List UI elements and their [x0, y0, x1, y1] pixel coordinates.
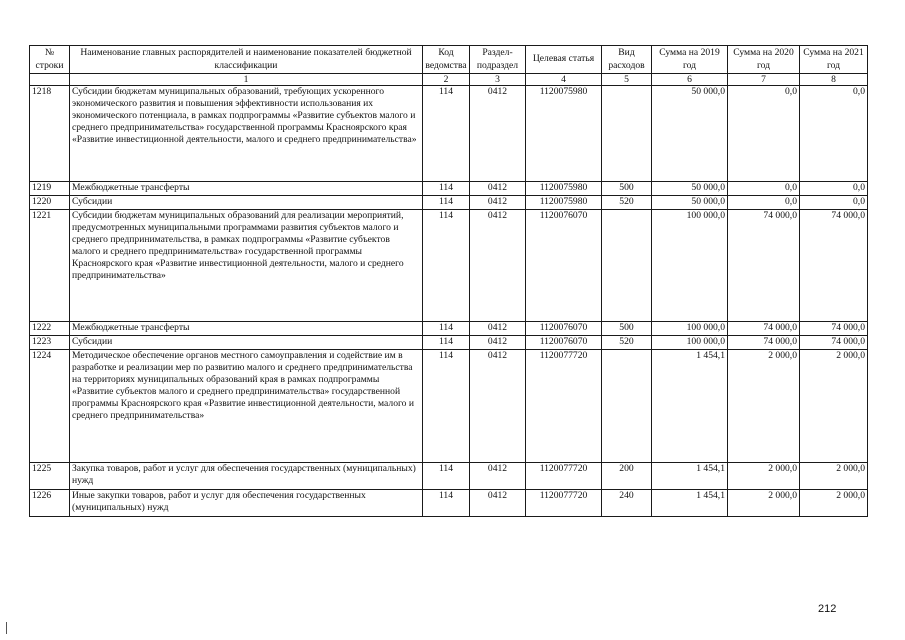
row-ved: 114 [423, 463, 470, 490]
column-number-blank [30, 74, 70, 86]
column-number: 4 [526, 74, 602, 86]
row-sum-2020: 74 000,0 [728, 322, 800, 336]
column-number: 2 [423, 74, 470, 86]
row-razdel: 0412 [470, 182, 526, 196]
row-razdel: 0412 [470, 490, 526, 517]
header-row-no: № строки [30, 46, 70, 74]
table-row [30, 182, 868, 196]
row-sum-2021: 0,0 [800, 86, 868, 182]
table-row [30, 490, 868, 517]
row-sum-2021: 2 000,0 [800, 463, 868, 490]
row-sum-2020: 2 000,0 [728, 463, 800, 490]
row-razdel: 0412 [470, 196, 526, 210]
row-vid: 500 [602, 182, 652, 196]
row-sum-2020: 2 000,0 [728, 350, 800, 463]
row-sum-2020: 74 000,0 [728, 210, 800, 322]
row-number: 1220 [30, 196, 70, 210]
row-vid: 200 [602, 463, 652, 490]
row-vid: 520 [602, 196, 652, 210]
table-row [30, 86, 868, 182]
row-name: Методическое обеспечение органов местного самоуправления и содействие им в разработке и реализации мер по развитию малого и среднего предпринимательства на территориях муниципальных образований края в рамках подпрограммы «Развитие субъектов малого и среднего предпринимательства» государственной программы Красноярского края «Развитие инвестиционной деятельности, малого и среднего предпринимательства» [70, 350, 423, 463]
row-sum-2020: 0,0 [728, 86, 800, 182]
row-number: 1218 [30, 86, 70, 182]
row-sum-2021: 2 000,0 [800, 350, 868, 463]
row-vid: 500 [602, 322, 652, 336]
page-number: 212 [818, 603, 837, 615]
row-vid: 520 [602, 336, 652, 350]
row-statya: 1120075980 [526, 196, 602, 210]
row-statya: 1120075980 [526, 86, 602, 182]
header-sum-2019: Сумма на 2019 год [652, 46, 728, 74]
row-sum-2020: 0,0 [728, 182, 800, 196]
row-ved: 114 [423, 210, 470, 322]
column-number: 3 [470, 74, 526, 86]
row-sum-2019: 100 000,0 [652, 210, 728, 322]
row-sum-2021: 2 000,0 [800, 490, 868, 517]
row-statya: 1120076070 [526, 322, 602, 336]
header-row [30, 46, 868, 74]
table-row [30, 196, 868, 210]
row-name: Межбюджетные трансферты [70, 182, 423, 196]
row-statya: 1120077720 [526, 463, 602, 490]
row-razdel: 0412 [470, 463, 526, 490]
row-statya: 1120077720 [526, 350, 602, 463]
row-name: Субсидии [70, 196, 423, 210]
row-ved: 114 [423, 336, 470, 350]
table-row [30, 210, 868, 322]
row-sum-2021: 74 000,0 [800, 322, 868, 336]
table-row [30, 322, 868, 336]
row-sum-2021: 74 000,0 [800, 336, 868, 350]
row-sum-2020: 2 000,0 [728, 490, 800, 517]
header-name: Наименование главных распорядителей и наименование показателей бюджетной классификации [70, 46, 423, 74]
column-number: 6 [652, 74, 728, 86]
row-sum-2019: 50 000,0 [652, 182, 728, 196]
row-razdel: 0412 [470, 210, 526, 322]
row-statya: 1120076070 [526, 210, 602, 322]
row-vid: 240 [602, 490, 652, 517]
header-razdel: Раздел-подраздел [470, 46, 526, 74]
row-name: Иные закупки товаров, работ и услуг для обеспечения государственных (муниципальных) нужд [70, 490, 423, 517]
row-vid [602, 86, 652, 182]
row-razdel: 0412 [470, 350, 526, 463]
table-row [30, 336, 868, 350]
column-number: 8 [800, 74, 868, 86]
column-number: 7 [728, 74, 800, 86]
column-number-row [30, 74, 868, 86]
row-ved: 114 [423, 182, 470, 196]
row-sum-2019: 50 000,0 [652, 86, 728, 182]
row-name: Закупка товаров, работ и услуг для обеспечения государственных (муниципальных) нужд [70, 463, 423, 490]
table-row [30, 463, 868, 490]
row-statya: 1120076070 [526, 336, 602, 350]
row-number: 1222 [30, 322, 70, 336]
row-ved: 114 [423, 196, 470, 210]
row-sum-2019: 1 454,1 [652, 490, 728, 517]
table-row [30, 350, 868, 463]
row-ved: 114 [423, 350, 470, 463]
row-number: 1224 [30, 350, 70, 463]
row-name: Субсидии бюджетам муниципальных образований для реализации мероприятий, предусмотренных муниципальными программами развития субъектов малого и среднего предпринимательства, в рамках подпрограммы «Развитие субъектов малого и среднего предпринимательства» государственной программы Красноярского края «Развитие инвестиционной деятельности, малого и среднего предпринимательства» [70, 210, 423, 322]
row-number: 1225 [30, 463, 70, 490]
row-number: 1223 [30, 336, 70, 350]
row-number: 1219 [30, 182, 70, 196]
budget-table [29, 45, 868, 517]
row-name: Межбюджетные трансферты [70, 322, 423, 336]
row-ved: 114 [423, 322, 470, 336]
row-number: 1221 [30, 210, 70, 322]
header-sum-2021: Сумма на 2021 год [800, 46, 868, 74]
row-ved: 114 [423, 490, 470, 517]
row-sum-2020: 74 000,0 [728, 336, 800, 350]
row-razdel: 0412 [470, 336, 526, 350]
header-ved: Код ведомства [423, 46, 470, 74]
column-number: 5 [602, 74, 652, 86]
row-sum-2019: 1 454,1 [652, 463, 728, 490]
row-razdel: 0412 [470, 86, 526, 182]
row-sum-2019: 100 000,0 [652, 336, 728, 350]
header-vid: Вид расходов [602, 46, 652, 74]
row-sum-2020: 0,0 [728, 196, 800, 210]
row-sum-2019: 1 454,1 [652, 350, 728, 463]
row-vid [602, 350, 652, 463]
row-vid [602, 210, 652, 322]
row-razdel: 0412 [470, 322, 526, 336]
row-statya: 1120075980 [526, 182, 602, 196]
row-ved: 114 [423, 86, 470, 182]
row-sum-2019: 100 000,0 [652, 322, 728, 336]
row-number: 1226 [30, 490, 70, 517]
header-sum-2020: Сумма на 2020 год [728, 46, 800, 74]
header-statya: Целевая статья [526, 46, 602, 74]
row-sum-2019: 50 000,0 [652, 196, 728, 210]
row-sum-2021: 0,0 [800, 196, 868, 210]
row-statya: 1120077720 [526, 490, 602, 517]
row-name: Субсидии [70, 336, 423, 350]
row-sum-2021: 0,0 [800, 182, 868, 196]
row-sum-2021: 74 000,0 [800, 210, 868, 322]
scan-edge-mark [6, 622, 7, 634]
column-number: 1 [70, 74, 423, 86]
row-name: Субсидии бюджетам муниципальных образований, требующих ускоренного экономического развития и повышения эффективности использования их экономического потенциала, в рамках подпрограммы «Развитие субъектов малого и среднего предпринимательства» государственной программы Красноярского края «Развитие инвестиционной деятельности, малого и среднего предпринимательства» [70, 86, 423, 182]
